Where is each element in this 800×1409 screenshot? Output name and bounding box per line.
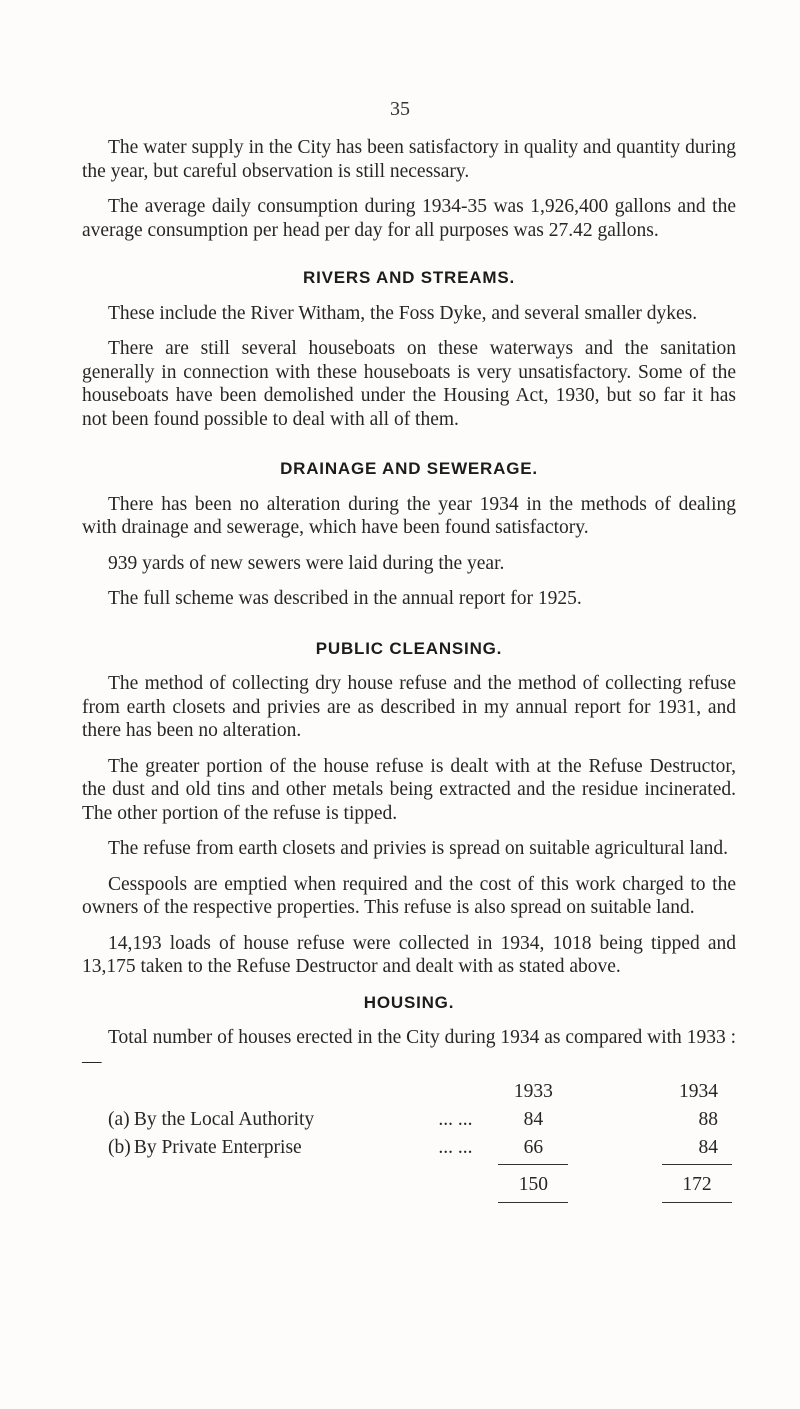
rivers-paragraph-1: These include the River Witham, the Foss Dyke, and several smaller dykes. xyxy=(108,302,698,324)
col-header-1934: 1934 xyxy=(679,1080,718,1102)
drainage-paragraph-2: 939 yards of new sewers were laid during the year. xyxy=(108,552,505,574)
table-row xyxy=(82,1131,736,1159)
rivers-heading: RIVERS AND STREAMS. xyxy=(303,268,515,287)
total-1933: 150 xyxy=(498,1164,568,1204)
housing-table xyxy=(82,1075,736,1203)
drainage-heading: DRAINAGE AND SEWERAGE. xyxy=(280,459,538,478)
housing-header-row xyxy=(82,1075,736,1103)
totals-row xyxy=(82,1159,736,1203)
housing-intro: Total number of houses erected in the City during 1934 as compared with 1933 :— xyxy=(82,1027,736,1072)
rivers-paragraph-2: There are still several houseboats on these waterways and the sanitation generally in connection with these houseboats is very unsatisfactory. Some of the houseboats have been demolished under the Housing Act, 1930, but so far it has not been found possible to deal with all of them. xyxy=(82,338,736,430)
cleansing-heading: PUBLIC CLEANSING. xyxy=(315,638,503,658)
total-1934: 172 xyxy=(662,1164,732,1204)
cleansing-paragraph-2: The greater portion of the house refuse is dealt with at the Refuse Destructor, the dust and old tins and other metals being extracted and the residue incinerated. The other portion of the refuse is tipped. xyxy=(82,755,736,824)
cleansing-paragraph-4: Cesspools are emptied when required and the cost of this work charged to the owners of the respective properties. This refuse is also spread on suitable land. xyxy=(82,873,736,918)
page-number: 35 xyxy=(390,98,410,120)
cleansing-paragraph-5: 14,193 loads of house refuse were collected in 1934, 1018 being tipped and 13,175 taken to the Refuse Destructor and dealt with as stated above. xyxy=(82,932,736,977)
row-label: (b) xyxy=(108,1136,131,1158)
row-description: By the Local Authority xyxy=(133,1108,315,1130)
col-header-1933: 1933 xyxy=(513,1080,553,1102)
value-1933: 66 xyxy=(523,1136,544,1158)
drainage-paragraph-3: The full scheme was described in the annual report for 1925. xyxy=(108,588,582,609)
cleansing-paragraph-1: The method of collecting dry house refuse and the method of collecting refuse from earth closets and privies are as described in my annual report for 1931, and there has been no alteration. xyxy=(82,673,736,741)
row-description: By Private Enterprise xyxy=(133,1136,302,1158)
leader-dots: ... ... xyxy=(438,1136,473,1158)
cleansing-paragraph-3: The refuse from earth closets and privies is spread on suitable agricultural land. xyxy=(108,838,729,859)
water-paragraph-2: The average daily consumption during 1934-35 was 1,926,400 gallons and the average consumption per head per day for all purposes was 27.42 gallons. xyxy=(82,196,736,241)
water-paragraph-1: The water supply in the City has been satisfactory in quality and quantity during the year, but careful observation is still necessary. xyxy=(82,137,736,182)
page-content xyxy=(82,136,736,1203)
value-1934: 84 xyxy=(698,1136,718,1158)
value-1934: 88 xyxy=(698,1108,718,1130)
value-1933: 84 xyxy=(523,1108,544,1130)
leader-dots: ... ... xyxy=(438,1108,473,1130)
row-label: (a) xyxy=(108,1108,130,1130)
drainage-paragraph-1: There has been no alteration during the year 1934 in the methods of dealing with drainage and sewerage, which have been found satisfactory. xyxy=(82,493,736,538)
table-row xyxy=(82,1103,736,1131)
housing-heading: HOUSING. xyxy=(363,992,455,1012)
